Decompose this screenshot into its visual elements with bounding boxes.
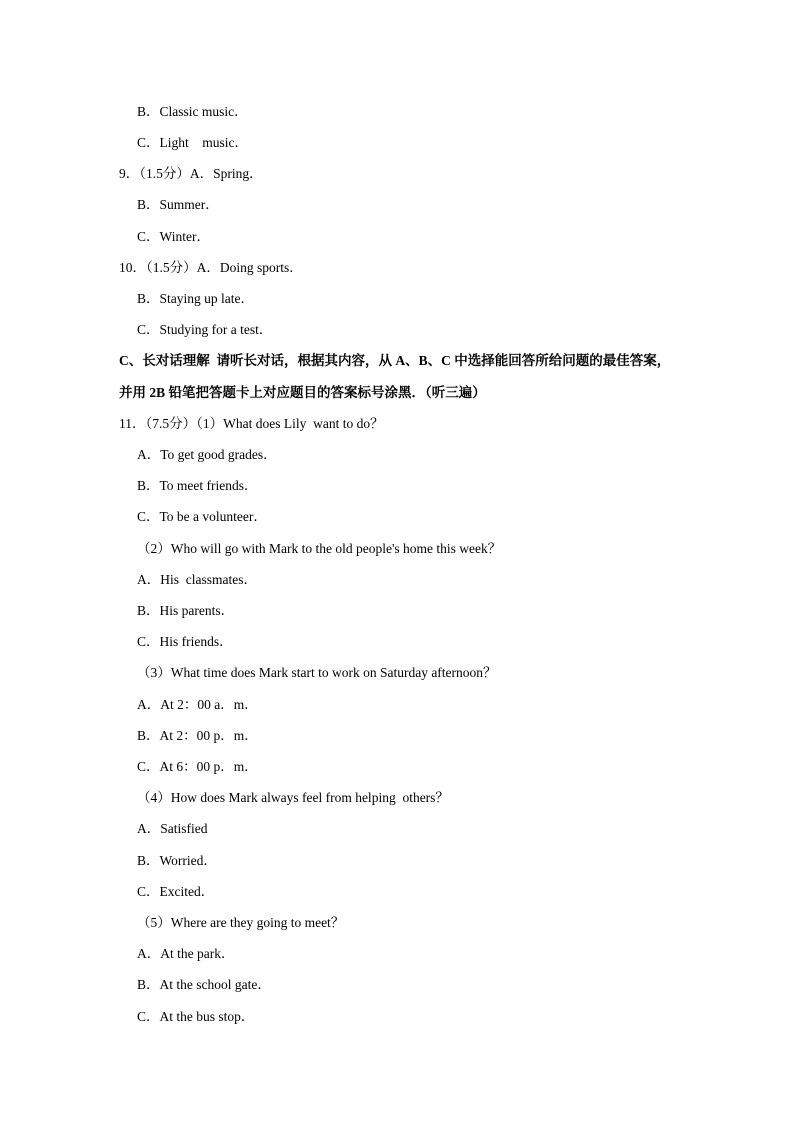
q11-sub4-option-b: B．Worried． [137, 853, 217, 868]
q8-option-b: B．Classic music． [137, 104, 248, 119]
q9-option-a: 9．（1.5分）A．Spring． [119, 166, 263, 181]
q11-sub5-question: （5）Where are they going to meet？ [137, 915, 345, 930]
q11-sub4-option-a: A．Satisfied [137, 821, 208, 836]
q11-sub1-option-c: C．To be a volunteer． [137, 509, 267, 524]
q10-option-a: 10．（1.5分）A．Doing sports． [119, 260, 303, 275]
q11-sub5-option-c: C．At the bus stop． [137, 1009, 255, 1024]
q10-option-c: C．Studying for a test． [137, 322, 273, 337]
q11-sub1-question: 11．（7.5分）（1）What does Lily want to do？ [119, 416, 384, 431]
q11-sub2-option-a: A．His classmates． [137, 572, 257, 587]
q11-sub1-option-b: B．To meet friends． [137, 478, 258, 493]
q11-sub2-question: （2）Who will go with Mark to the old people's home this week？ [137, 541, 502, 556]
q9-option-c: C．Winter． [137, 229, 210, 244]
q11-sub3-option-c: C．At 6：00 p．m． [137, 759, 258, 774]
section-heading-line-1: C、长对话理解 请听长对话，根据其内容，从 A、B、C 中选择能回答所给问题的最佳答案， [119, 353, 671, 368]
q9-option-b: B．Summer． [137, 197, 219, 212]
q11-sub3-option-a: A．At 2：00 a．m． [137, 697, 258, 712]
section-heading-line-2: 并用 2B 铅笔把答题卡上对应题目的答案标号涂黑．（听三遍） [119, 385, 486, 400]
q11-sub5-option-b: B．At the school gate． [137, 977, 271, 992]
q11-sub1-option-a: A．To get good grades． [137, 447, 277, 462]
q11-sub2-option-b: B．His parents． [137, 603, 235, 618]
q11-sub4-option-c: C．Excited． [137, 884, 215, 899]
q11-sub2-option-c: C．His friends． [137, 634, 233, 649]
q11-sub4-question: （4）How does Mark always feel from helping others？ [137, 790, 449, 805]
q10-option-b: B．Staying up late． [137, 291, 254, 306]
q8-option-c: C．Light music． [137, 135, 248, 150]
q11-sub3-option-b: B．At 2：00 p．m． [137, 728, 258, 743]
q11-sub3-question: （3）What time does Mark start to work on Saturday afternoon？ [137, 665, 497, 680]
q11-sub5-option-a: A．At the park． [137, 946, 235, 961]
